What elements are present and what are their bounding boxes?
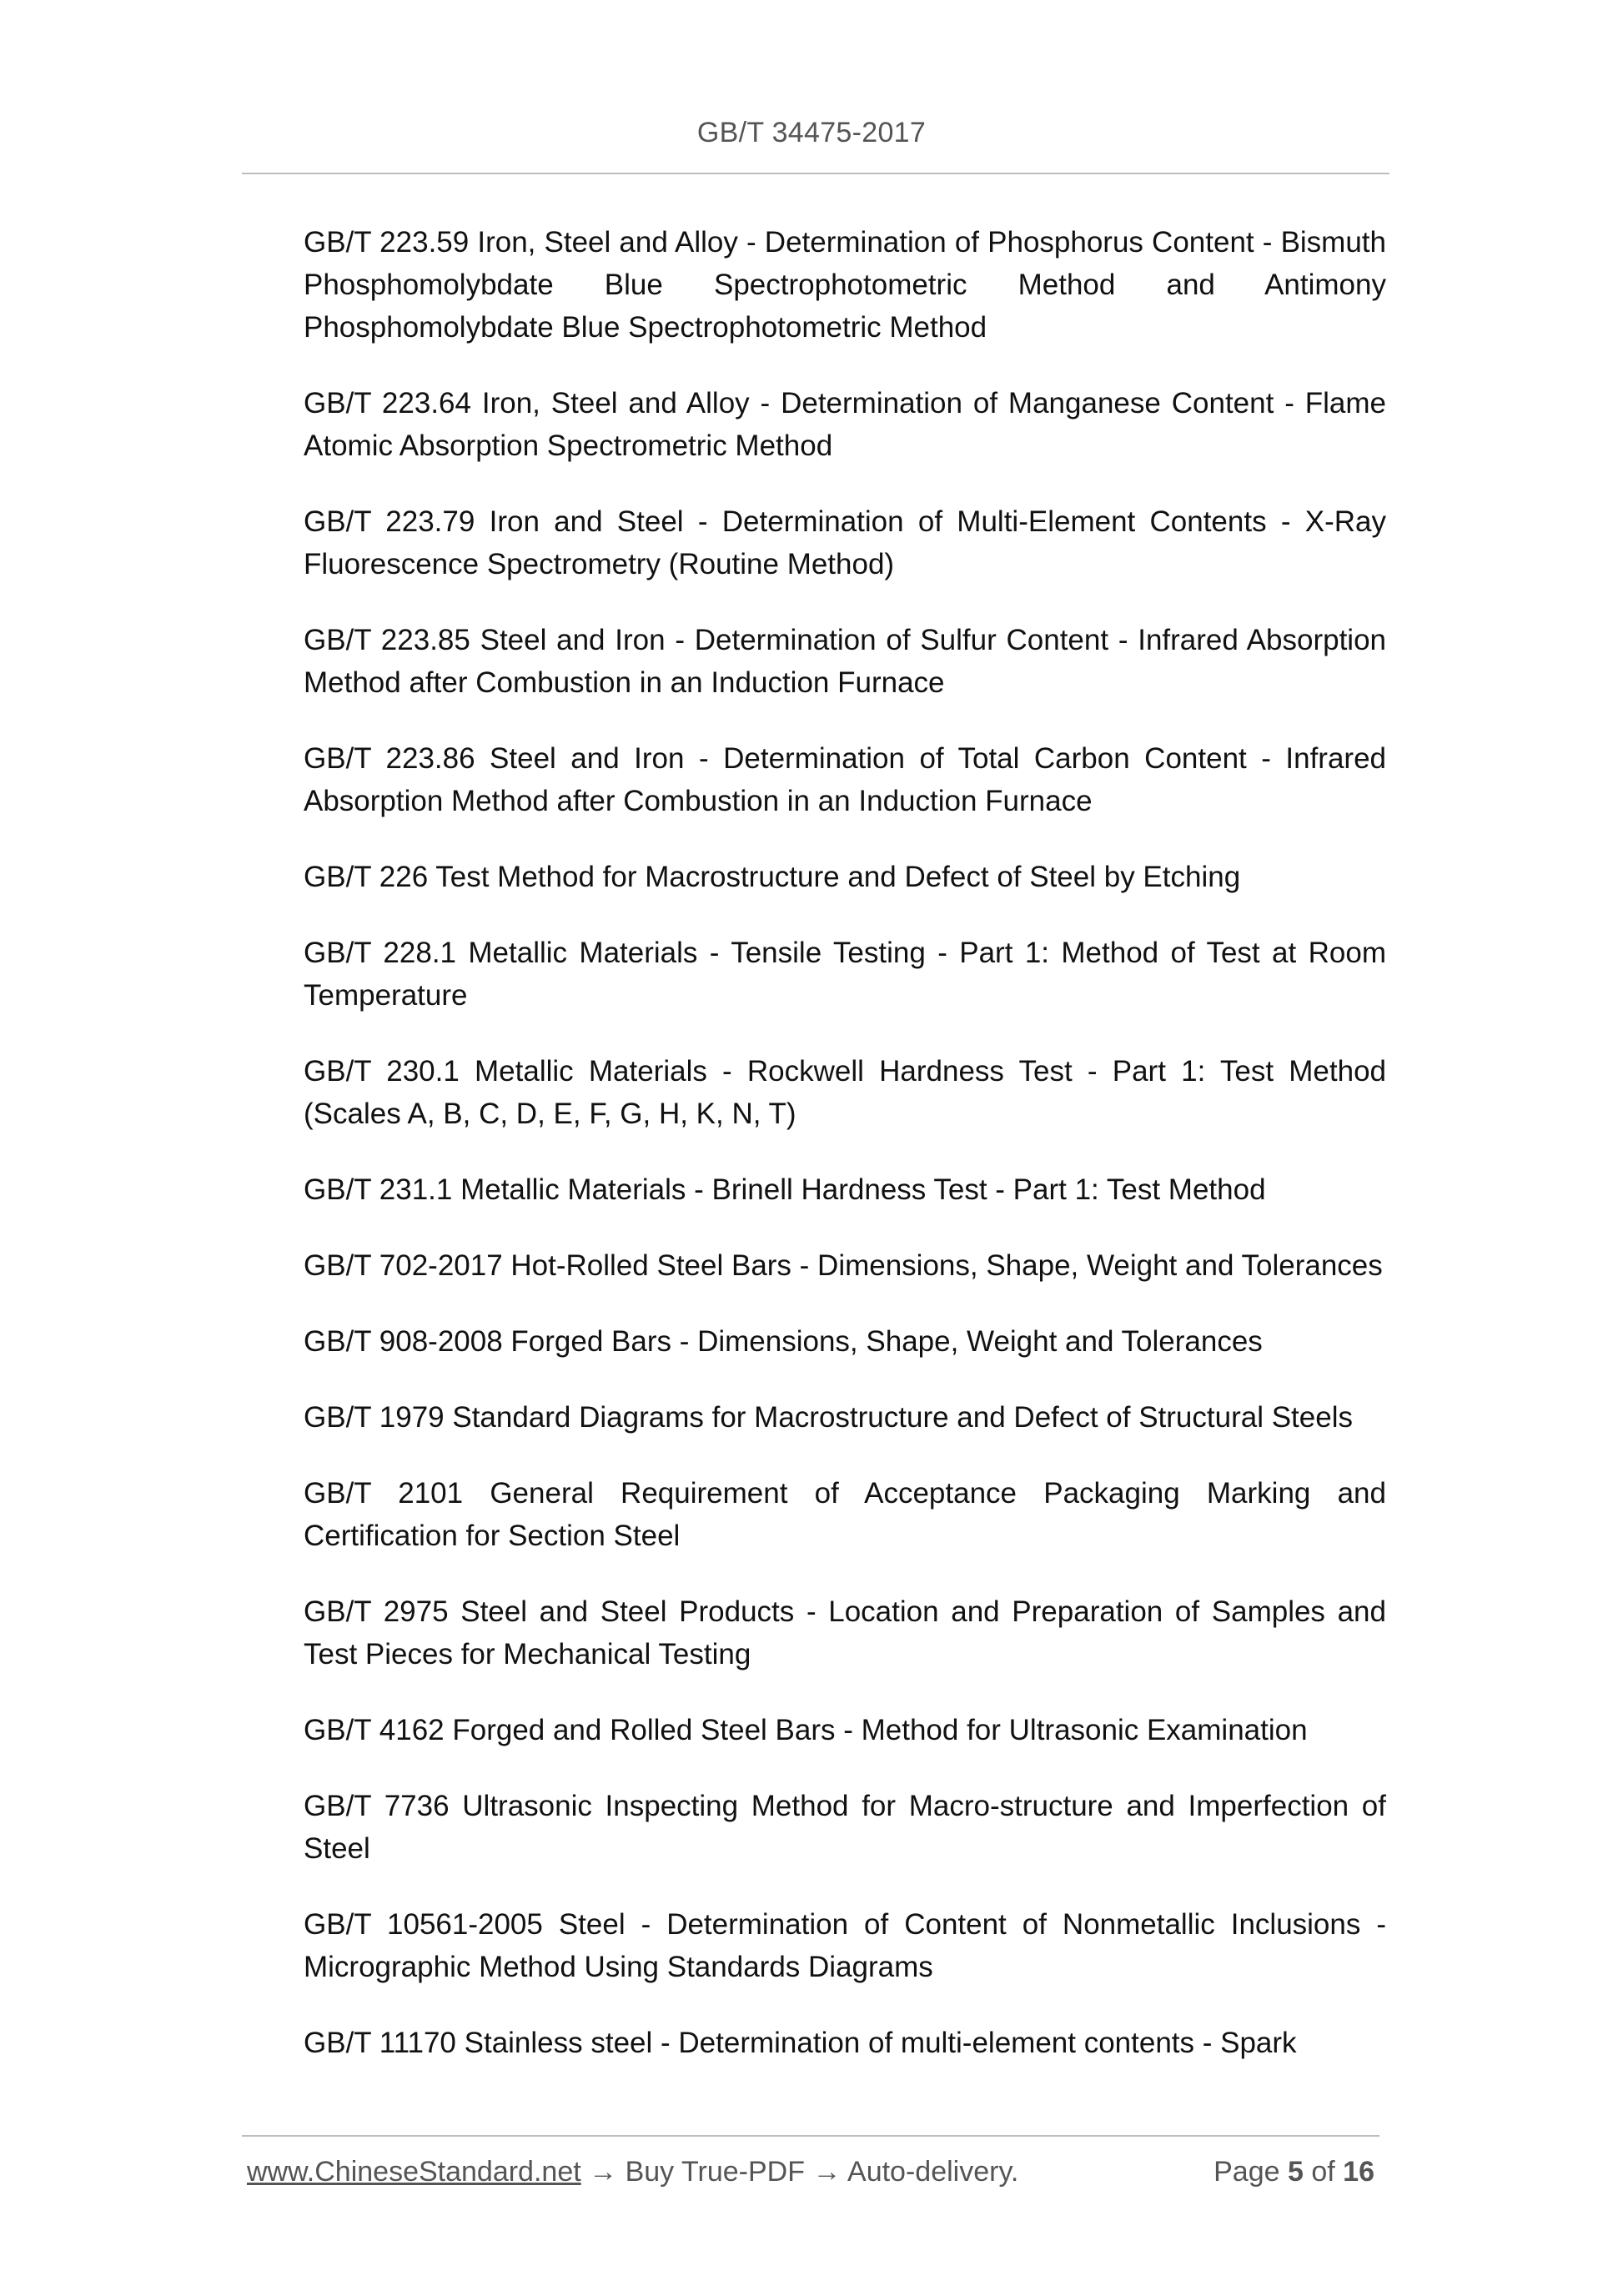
reference-item: GB/T 2101 General Requirement of Acceptance Packaging Marking and Certification for Section Steel	[304, 1477, 1386, 1552]
footer-promo	[247, 2156, 1018, 2188]
reference-item: GB/T 908-2008 Forged Bars - Dimensions, Shape, Weight and Tolerances	[304, 1325, 1263, 1358]
reference-item: GB/T 228.1 Metallic Materials - Tensile Testing - Part 1: Method of Test at Room Temperature	[304, 937, 1386, 1012]
arrow-icon: →	[589, 2156, 618, 2188]
auto-delivery-text: Auto-delivery.	[847, 2156, 1019, 2188]
page-footer	[247, 2156, 1381, 2198]
reference-item: GB/T 10561-2005 Steel - Determination of Content of Nonmetallic Inclusions - Micrographic Method Using Standards Diagrams	[304, 1908, 1386, 1983]
footer-divider	[242, 2135, 1379, 2137]
reference-item: GB/T 223.86 Steel and Iron - Determination of Total Carbon Content - Infrared Absorption Method after Combustion in an Induction Furnace	[304, 742, 1386, 817]
reference-item: GB/T 231.1 Metallic Materials - Brinell Hardness Test - Part 1: Test Method	[304, 1173, 1266, 1206]
website-link[interactable]: www.ChineseStandard.net	[247, 2156, 581, 2188]
page-label: Page	[1213, 2156, 1280, 2188]
reference-item: GB/T 230.1 Metallic Materials - Rockwell Hardness Test - Part 1: Test Method (Scales A, B, C, D, E, F, G, H, K, N, T)	[304, 1055, 1386, 1130]
reference-item: GB/T 2975 Steel and Steel Products - Location and Preparation of Samples and Test Pieces for Mechanical Testing	[304, 1595, 1386, 1671]
page-current: 5	[1287, 2156, 1304, 2188]
reference-item: GB/T 223.85 Steel and Iron - Determination of Sulfur Content - Infrared Absorption Method after Combustion in an Induction Furnace	[304, 624, 1386, 699]
reference-item: GB/T 702-2017 Hot-Rolled Steel Bars - Dimensions, Shape, Weight and Tolerances	[304, 1249, 1383, 1282]
page-total: 16	[1343, 2156, 1374, 2188]
reference-item: GB/T 223.64 Iron, Steel and Alloy - Determination of Manganese Content - Flame Atomic Absorption Spectrometric Method	[304, 387, 1386, 462]
normative-references-list	[304, 221, 1386, 2098]
buy-true-pdf-text: Buy True-PDF	[625, 2156, 805, 2188]
reference-item: GB/T 226 Test Method for Macrostructure and Defect of Steel by Etching	[304, 861, 1241, 893]
page-number	[1213, 2156, 1374, 2188]
reference-item: GB/T 223.79 Iron and Steel - Determination of Multi-Element Contents - X-Ray Fluorescence Spectrometry (Routine Method)	[304, 505, 1386, 580]
reference-item: GB/T 7736 Ultrasonic Inspecting Method for Macro-structure and Imperfection of Steel	[304, 1790, 1386, 1865]
reference-item: GB/T 1979 Standard Diagrams for Macrostructure and Defect of Structural Steels	[304, 1401, 1353, 1434]
arrow-icon: →	[812, 2156, 842, 2188]
page-of-label: of	[1311, 2156, 1335, 2188]
reference-item: GB/T 223.59 Iron, Steel and Alloy - Determination of Phosphorus Content - Bismuth Phosphomolybdate Blue Spectrophotometric Method and Antimony Phosphomolybdate Blue Spectrophotometric Method	[304, 226, 1386, 344]
reference-item: GB/T 4162 Forged and Rolled Steel Bars - Method for Ultrasonic Examination	[304, 1714, 1308, 1746]
reference-item: GB/T 11170 Stainless steel - Determination of multi-element contents - Spark	[304, 2027, 1297, 2059]
header-divider	[242, 173, 1389, 174]
page-header-title: GB/T 34475-2017	[696, 117, 927, 148]
